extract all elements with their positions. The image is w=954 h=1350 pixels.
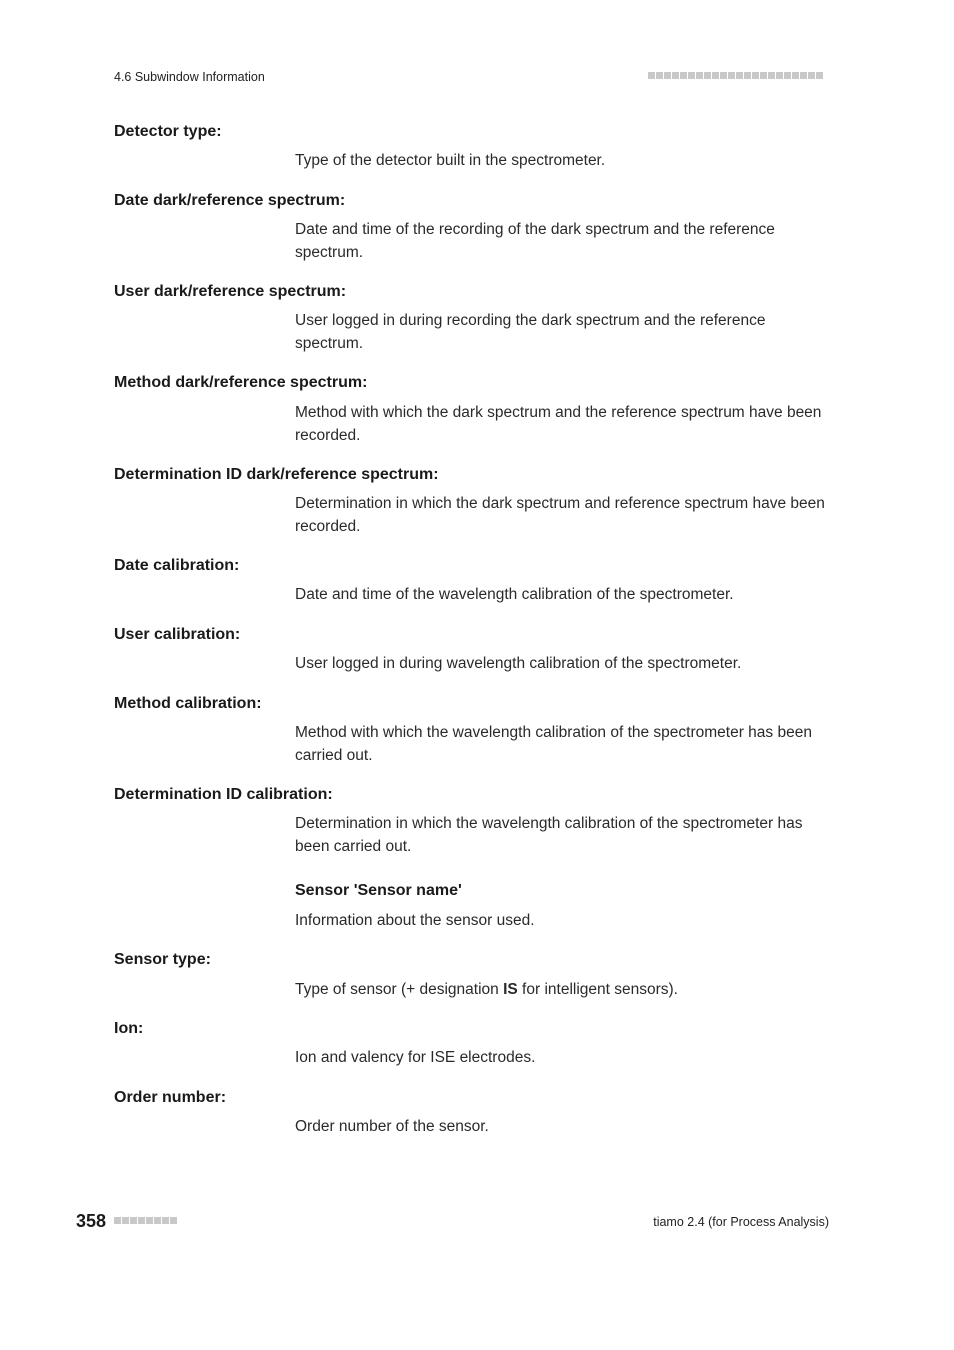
desc-method-calibration: Method with which the wavelength calibration of the spectrometer has been carried out. <box>295 724 812 764</box>
term-order-number: Order number: <box>114 1089 227 1106</box>
desc-determination-id-dark-reference: Determination in which the dark spectrum and reference spectrum have been recorded. <box>295 495 825 535</box>
term-determination-id-dark-reference: Determination ID dark/reference spectrum: <box>114 466 439 483</box>
term-date-dark-reference: Date dark/reference spectrum: <box>114 192 346 209</box>
page-number: 358 <box>76 1211 107 1231</box>
desc-user-dark-reference: User logged in during recording the dark spectrum and the reference spectrum. <box>295 312 766 352</box>
desc-sensor-type: Type of sensor (+ designation IS for intelligent sensors). <box>295 981 678 998</box>
desc-method-dark-reference: Method with which the dark spectrum and the reference spectrum have been recorded. <box>295 404 822 444</box>
term-user-calibration: User calibration: <box>114 626 241 643</box>
term-detector-type: Detector type: <box>114 123 222 140</box>
desc-ion: Ion and valency for ISE electrodes. <box>295 1049 536 1066</box>
desc-date-calibration: Date and time of the wavelength calibration of the spectrometer. <box>295 586 734 603</box>
section-title: 4.6 Subwindow Information <box>114 70 265 84</box>
term-ion: Ion: <box>114 1020 144 1037</box>
product-name: tiamo 2.4 (for Process Analysis) <box>653 1215 829 1229</box>
term-method-dark-reference: Method dark/reference spectrum: <box>114 374 368 391</box>
sensor-section-heading: Sensor 'Sensor name' <box>295 882 462 899</box>
footer-decoration <box>114 1217 177 1224</box>
sensor-section-intro: Information about the sensor used. <box>295 912 535 929</box>
term-date-calibration: Date calibration: <box>114 557 240 574</box>
desc-date-dark-reference: Date and time of the recording of the dark spectrum and the reference spectrum. <box>295 221 775 261</box>
desc-detector-type: Type of the detector built in the spectrometer. <box>295 152 606 169</box>
term-sensor-type: Sensor type: <box>114 951 211 968</box>
desc-determination-id-calibration: Determination in which the wavelength calibration of the spectrometer has been carried out. <box>295 815 803 855</box>
header-decoration <box>648 72 823 79</box>
term-method-calibration: Method calibration: <box>114 695 262 712</box>
desc-order-number: Order number of the sensor. <box>295 1118 489 1135</box>
desc-user-calibration: User logged in during wavelength calibration of the spectrometer. <box>295 655 742 672</box>
term-user-dark-reference: User dark/reference spectrum: <box>114 283 347 300</box>
term-determination-id-calibration: Determination ID calibration: <box>114 786 333 803</box>
